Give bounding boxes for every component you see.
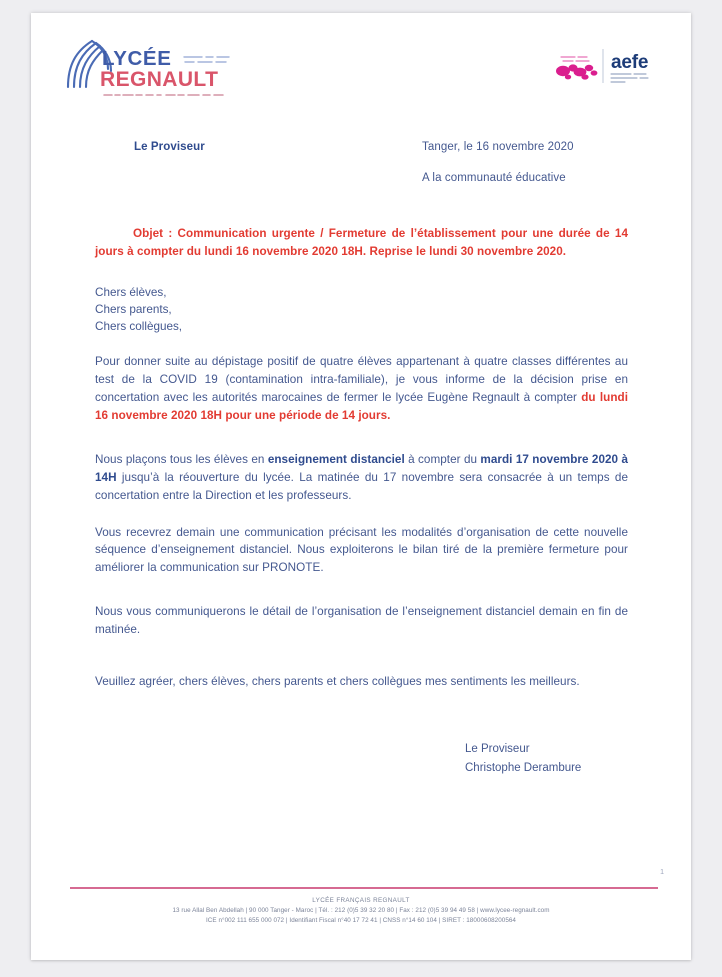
footer-divider [70,887,658,889]
letter-body [95,225,628,710]
footer-legal-line: ICE n°002 111 655 000 072 | Identifiant Fiscal n°40 17 72 41 | CNSS n°14 60 104 | SIRET : 18000608200564 [206,917,516,925]
page-number: 1 [660,869,664,876]
paragraph-details-tomorrow: Nous vous communiquerons le détail de l’organisation de l’enseignement distanciel demain en fin de matinée. [95,605,628,637]
sender-title: Le Proviseur [134,141,205,153]
salutation-line: Chers parents, [95,303,172,317]
letterhead-header [31,35,691,105]
signature-title: Le Proviseur [465,743,530,755]
distance-learning-emphasis: enseignement distanciel [267,452,405,466]
document-page-container [31,13,691,960]
start-date-emphasis: mardi 17 novembre 2020 à 14H [95,452,629,484]
signature-block [465,740,581,777]
closure-dates-emphasis: du lundi 16 novembre 2020 18H pour une période de 14 jours. [95,391,628,422]
paragraph-text: à compter du [404,452,481,466]
signature-name: Christophe Derambure [465,761,582,774]
aefe-logo [549,41,669,89]
salutation-line: Chers élèves, [95,286,167,300]
lycee-regnault-logo [58,35,268,103]
svg-text:aefe: aefe [611,52,649,73]
paragraph-closure-announcement [95,353,628,425]
recipient-line: A la communauté éducative [422,172,566,184]
paragraph-text: Nous plaçons tous les élèves en [95,452,268,466]
salutation-block [95,284,628,335]
paragraph-text: Pour donner suite au dépistage positif de quatre élèves appartenant à quatre classes différentes au test de la COVID 19 (contamination intra-familiale), je vous informe de la décision prise en concertation avec les autorités marocaines de fermer le lycée Eugène Regnault à compter [95,355,628,405]
footer-contact-line: 13 rue Allal Ben Abdellah | 90 000 Tanger - Maroc | Tél. : 212 (0)5 39 32 20 80 | Fax : 212 (0)5 39 94 49 58 | www.lycee-regnault.com [172,907,550,915]
svg-text:LYCÉE: LYCÉE [102,47,172,70]
place-and-date: Tanger, le 16 novembre 2020 [422,141,574,153]
footer-block [51,896,671,927]
paragraph-distance-learning [95,451,628,505]
letter-page [31,13,691,960]
subject-line: Objet : Communication urgente / Fermeture de l’établissement pour une durée de 14 jours à compter du lundi 16 novembre 2020 18H. Reprise le lundi 30 novembre 2020. [95,227,628,258]
paragraph-text: jusqu’à la réouverture du lycée. La matinée du 17 novembre sera consacrée à un temps de concertation entre la Direction et les professeurs. [95,470,628,502]
letter-meta-block [31,133,691,203]
svg-text:REGNAULT: REGNAULT [100,68,219,91]
salutation-line: Chers collègues, [95,320,183,334]
footer-school-name: LYCÉE FRANÇAIS REGNAULT [312,897,410,904]
paragraph-upcoming-communication: Vous recevrez demain une communication précisant les modalités d’organisation de cette nouvelle séquence d’enseignement distanciel. Nous exploiterons le bilan tiré de la première fermeture pour améliorer la communication sur PRONOTE. [95,525,628,575]
paragraph-closing-formula: Veuillez agréer, chers élèves, chers parents et chers collègues mes sentiments les meilleurs. [95,675,580,689]
